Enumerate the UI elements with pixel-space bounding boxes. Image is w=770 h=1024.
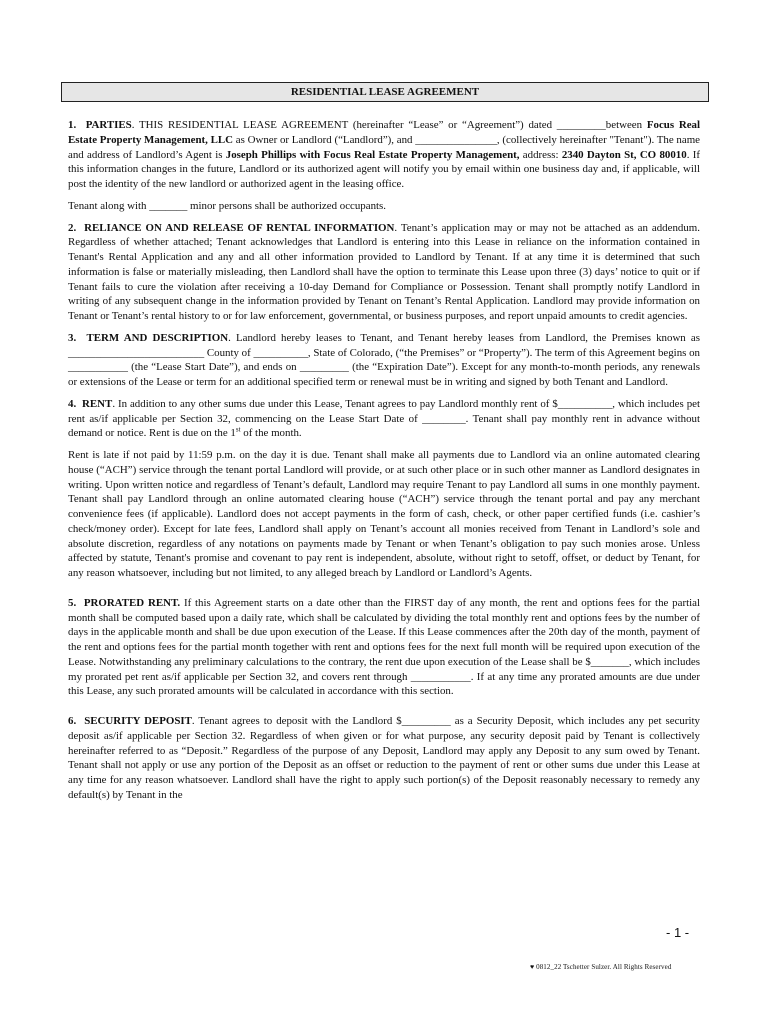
section-heading: PRORATED RENT. <box>83 596 181 609</box>
section-number: 6. <box>68 715 77 727</box>
section-reliance: 2. RELIANCE ON AND RELEASE OF RENTAL INFORMATION. Tenant’s application may or may not be attached as an addendum. Regardless of whether attached; Tenant acknowledges that Landlord is entering into this Lease in reliance on the information contained in Tenant's Rental Application and any and all other information provided to Landlord by Tenant. If at any time it is determined that such information is false or materially misleading, then Landlord shall have the option to terminate this Lease upon three (3) days’ notice to quit or if Tenant fails to cure the violation after receiving a 10-day Demand for Compliance or Possession. Tenant shall promptly notify Landlord in writing of any subsequent change in the information provided by Tenant on Tenant’s Rental Application. Landlord may provide information on Tenant or Tenant’s rental history to or for law enforcement, governmental, or business purposes, and report unpaid amounts to credit agencies. <box>68 221 700 322</box>
rent-late-paragraph: Rent is late if not paid by 11:59 p.m. on the day it is due. Tenant shall make all payments due to Landlord via an online automated clearing house (“ACH”) service through the tenant portal Landlord will provide, or at such other place or in such other manner as Landlord designates in writing. Upon written notice and regardless of Tenant’s default, Landlord may require Tenant to pay Landlord all sums in one monthly payment. Tenant shall pay Landlord through an online automated clearing house (“ACH”) service through the tenant portal and pay any merchant convenience fees (if applicable). Landlord does not accept payments in the form of cash, check, or other paper certified funds (i.e. cashier’s check/money order). Except for late fees, Landlord shall apply on Tenant’s account all monies received from Tenant in Landlord’s sole and absolute discretion, regardless of any notations on payments made by Tenant or when Tenant’s obligation to pay such monies arose. Unless affected by statute, Tenant's promise and covenant to pay rent is independent, absolute, without right to setoff, offset, or deduct by Tenant, for any reason whatsoever, including but not limited, to any alleged breach by Landlord or Landlord’s Agents. <box>68 449 700 579</box>
section-number: 1. <box>68 119 77 131</box>
section-rent: 4. RENT. In addition to any other sums due under this Lease, Tenant agrees to pay Landlord monthly rent of $__________, which includes pet rent as/if applicable per Section 32, commencing on the Lease Start Date of ________. Tenant shall pay monthly rent in advance without demand or notice. Rent is due on the 1st of the month. <box>68 397 700 440</box>
section-heading: RENT <box>82 397 113 410</box>
section-heading: PARTIES <box>85 119 132 131</box>
copyright-footer: ♥ 0812_22 Tschetter Sulzer. All Rights Reserved <box>530 963 672 971</box>
section-number: 5. <box>68 596 77 609</box>
section-security-deposit: 6. SECURITY DEPOSIT. Tenant agrees to deposit with the Landlord $_________ as a Security Deposit, which includes any pet security deposit as/if applicable per Section 32. Regardless of when given or for what purpose, any security deposit paid by Tenant is collectively hereinafter referred to as “Deposit.” Regardless of the purpose of any Deposit, Landlord may apply any Deposit to any sum owed by Tenant. Tenant shall not apply or use any portion of the Deposit as an offset or reduction to the payment of rent or other sums due under this Lease at any time for any reason whatsoever. Landlord shall have the right to apply such portion(s) of the Deposit reasonably necessary to remedy any default(s) by Tenant in the <box>68 715 700 801</box>
section-parties: 1. PARTIES. THIS RESIDENTIAL LEASE AGREEMENT (hereinafter “Lease” or “Agreement”) dated _________between Focus Real Estate Property Management, LLC as Owner or Landlord (“Landlord”), and _______________, (collectively hereinafter "Tenant"). The name and address of Landlord’s Agent is Joseph Phillips with Focus Real Estate Property Management, address: 2340 Dayton St, CO 80010. If this information changes in the future, Landlord or its authorized agent will notify you by email within one business day and, if applicable, will post the identity of the new landlord or authorized agent in the leasing office. <box>68 119 700 190</box>
section-number: 4. <box>68 397 77 410</box>
document-body <box>68 118 700 810</box>
page-number: - 1 - <box>666 925 690 940</box>
section-heading: RELIANCE ON AND RELEASE OF RENTAL INFORMATION <box>84 221 395 234</box>
section-prorated-rent: 5. PRORATED RENT. If this Agreement starts on a date other than the FIRST day of any month, the rent and options fees for the partial month shall be computed based upon a daily rate, which shall be calculated by dividing the total monthly rent and options fees by the number of days in the applicable month and shall be due upon execution of the Lease. If this Lease commences after the 20th day of the month, payment of the rent and options fees for the partial month together with rent and options fees for the next full month will be required upon execution of the Lease. Notwithstanding any preliminary calculations to the contrary, the rent due upon execution of the Lease shall be $_______, which includes my prorated pet rent as/if applicable per Section 32, and covers rent through ___________. If at any time any prorated amounts are due under this Lease, any such prorated amounts will be calculated in accordance with this section. <box>68 596 700 698</box>
occupants-paragraph: Tenant along with _______ minor persons shall be authorized occupants. <box>68 199 387 212</box>
section-term: 3. TERM AND DESCRIPTION. Landlord hereby leases to Tenant, and Tenant hereby leases from Landlord, the Premises known as _________________________ County of __________, State of Colorado, (“the Premises” or “Property”). The term of this Agreement begins on ___________ (the “Lease Start Date”), and ends on _________ (the “Expiration Date”). Except for any month-to-month periods, any renewals or extensions of the Lease or term for an additional specified term or renewal must be in writing and signed by both Tenant and Landlord. <box>68 331 700 388</box>
section-heading: SECURITY DEPOSIT <box>84 715 192 727</box>
document-title: RESIDENTIAL LEASE AGREEMENT <box>61 82 709 102</box>
section-number: 2. <box>68 221 77 234</box>
section-number: 3. <box>68 331 77 344</box>
section-heading: TERM AND DESCRIPTION <box>86 331 229 344</box>
